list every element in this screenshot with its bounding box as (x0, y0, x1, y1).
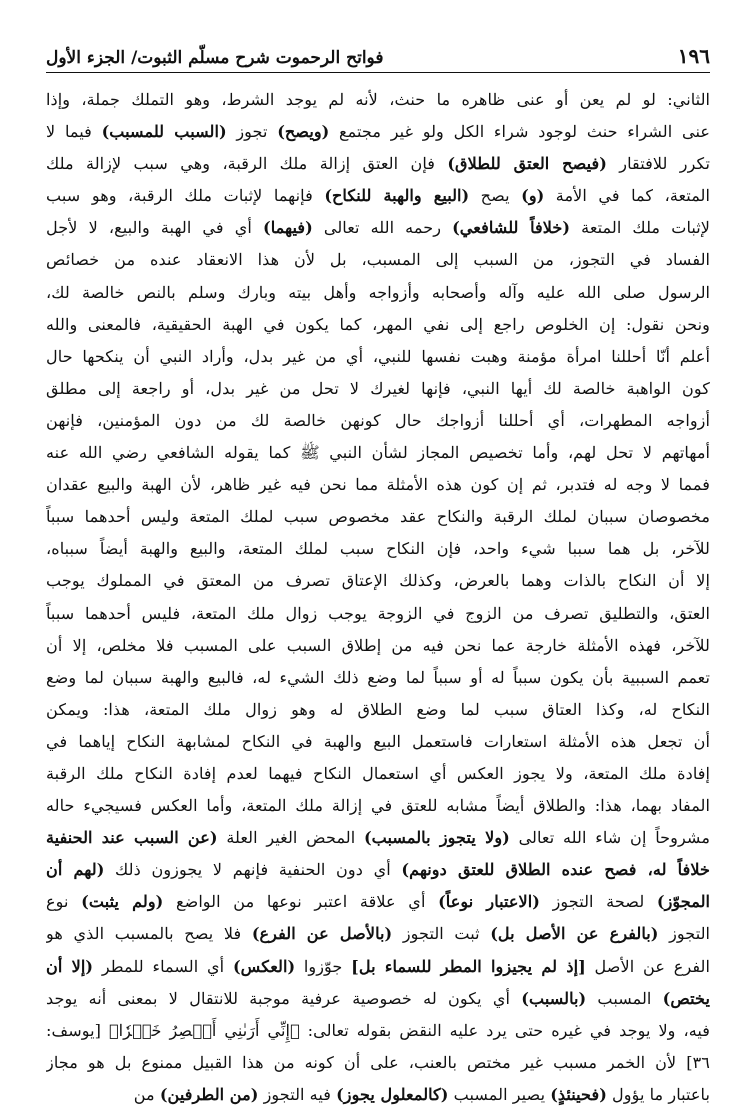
text-segment: تعمم السببية بأن يكون سبباً له أو سبباً لما وضع ذلك الشيء له، فالبيع والهبة سببان لما وضع (46, 667, 710, 687)
text-line (46, 918, 710, 950)
bold-matn-segment: (و) (521, 186, 545, 206)
text-line (46, 244, 710, 276)
bold-matn-segment: (ويصح) (277, 122, 330, 142)
bold-matn-segment: (الاعتبار نوعاً) (438, 892, 540, 912)
text-line (46, 405, 710, 437)
bold-matn-segment: (لهم أن (46, 860, 105, 880)
bold-matn-segment: (ولم يثبت) (81, 892, 164, 912)
text-segment: يصير المسبب (448, 1084, 551, 1104)
text-segment: تجوز (226, 122, 278, 142)
text-segment: ثبت التجوز (392, 924, 491, 944)
text-segment: أن تجعل هذه الأمثلة استعارات فاستعمل البيع والهبة في النكاح لمشابهة النكاح إياهما في (46, 731, 710, 751)
bold-matn-segment: (بالأصل عن الفرع) (251, 924, 393, 944)
text-line (46, 501, 710, 533)
bold-matn-segment: [إذ لم يجيزوا المطر للسماء بل] (351, 956, 586, 976)
text-segment: للآخر، بل هما سببا شيء واحد، فإن النكاح سبب لملك المتعة، والبيع والهبة أيضاً سبباه، (46, 539, 710, 559)
bold-matn-segment: (خلافاً للشافعي) (452, 218, 571, 238)
text-segment: الفرع عن الأصل (585, 956, 710, 976)
text-line (46, 694, 710, 726)
text-segment: أعلم أنّا أحللنا امرأة مؤمنة وهبت نفسها للنبي، أي من غير بدل، وأراد النبي أن ينكحها حال (46, 346, 710, 366)
text-line (46, 469, 710, 501)
text-segment: المتعة، كما في الأمة (544, 186, 710, 206)
text-segment: جوّزوا (295, 956, 352, 976)
text-segment: المحض الغير العلة (217, 828, 364, 848)
header-divider (46, 72, 710, 73)
text-line (46, 886, 710, 918)
text-segment: إلا أن النكاح بالذات وهما بالعرض، وكذلك الإعتاق تصرف من المعتق في المملوك يوجب (46, 571, 710, 591)
bold-matn-segment: (إلا أن (46, 956, 94, 976)
text-line (46, 565, 710, 597)
text-line (46, 662, 710, 694)
text-segment: ونحن نقول: إن الخلوص راجع إلى نفي المهر، كما يكون في الهبة الحقيقية، فالمعنى والله (46, 314, 710, 334)
text-segment: مشروحاً إن شاء الله تعالى (509, 828, 710, 848)
text-line (46, 1047, 710, 1079)
text-segment: تكرر للافتقار (606, 154, 710, 174)
page-header (46, 34, 710, 68)
text-line (46, 598, 710, 630)
text-segment: أزواجه المطهرات، أي أحللنا أزواجك حال كونهن خالصة لك من دون المؤمنين، فإنهن (46, 410, 710, 430)
text-segment: لصحة التجوز (539, 892, 657, 912)
text-line (46, 277, 710, 309)
text-line (46, 790, 710, 822)
bold-matn-segment: (فحينئذٍ) (550, 1084, 607, 1104)
bold-matn-segment: (ولا يتجوز بالمسبب) (363, 828, 510, 848)
text-segment: فيه التجوز (258, 1084, 337, 1104)
bold-matn-segment: يختص) (662, 988, 710, 1008)
bold-matn-segment: (العكس) (232, 956, 296, 976)
body-text (46, 84, 710, 1111)
text-segment: العتق، والتطليق تصرف من الزوج في الزوجة يوجب زوال ملك المتعة، فليس أحدهما سبباً (46, 603, 710, 623)
text-segment: للآخر، فهذه الأمثلة خارجة عما نحن فيه من إطلاق السبب على المسبب فلا مخلص، إلا أن (46, 635, 710, 655)
text-segment: فيما لا (46, 122, 102, 142)
text-segment: التجوز (658, 924, 710, 944)
text-line (46, 212, 710, 244)
text-segment: ٣٦] لأن الخمر مسبب غير مختص بالعنب، على أن كونه من هذا القبيل ممنوع بل هو مجاز (46, 1052, 710, 1072)
bold-matn-segment: (فيهما) (263, 218, 313, 238)
text-line (46, 437, 710, 469)
text-line (46, 180, 710, 212)
text-segment: فمما لا وجه له فتدبر، ثم إن كون هذه الأمثلة مما نحن فيه غير ظاهر، لأن الهبة والبيع عقدان (46, 475, 710, 495)
text-segment: أي في الهبة والبيع، لا لأجل (46, 218, 264, 238)
bold-matn-segment: (كالمعلول يجوز) (336, 1084, 449, 1104)
text-segment: نوع (46, 892, 82, 912)
bold-matn-segment: (البيع والهبة للنكاح) (324, 186, 470, 206)
text-line (46, 148, 710, 180)
bold-matn-segment: (فيصح العتق للطلاق) (447, 154, 607, 174)
text-line (46, 1015, 710, 1047)
text-segment: عنى الشراء حنث لوجود شراء الكل ولو غير مجتمع (329, 122, 710, 142)
text-segment: أي علاقة اعتبر نوعها من الواضع (163, 892, 439, 912)
text-line (46, 822, 710, 854)
running-title: فواتح الرحموت شرح مسلّم الثبوت/ الجزء الأول (46, 48, 384, 68)
text-segment: رحمه الله تعالى (312, 218, 453, 238)
bold-matn-segment: خلافاً له، فصح عنده الطلاق للعتق دونهم) (401, 860, 710, 880)
text-line (46, 726, 710, 758)
text-segment: الفساد في التجوز، من السبب إلى المسبب، بل لأن هذا الانعقاد عنده من خصائص (46, 250, 710, 270)
text-line (46, 373, 710, 405)
text-segment: فلا يصح بالمسبب الذي هو (46, 924, 252, 944)
text-segment: الثاني: لو لم يعن أو عنى ظاهره ما حنث، لأنه لم يوجد الشرط، وهو التملك جملة، وإذا (46, 90, 710, 109)
text-segment: فإنهما لإثبات ملك الرقبة، وهو سبب (46, 186, 325, 206)
text-line (46, 116, 710, 148)
text-line (46, 341, 710, 373)
text-segment: من (133, 1084, 160, 1104)
text-line (46, 758, 710, 790)
text-segment: أمهاتهم لا تحل لهم، وأما تخصيص المجاز لشأن النبي ﷺ كما يقوله الشافعي رضي الله عنه (46, 443, 710, 463)
text-line (46, 630, 710, 662)
bold-matn-segment: (السبب للمسبب) (101, 122, 227, 142)
text-segment: فيه، ولا يوجد في غيره حتى يرد عليه النقض بقوله تعالى: ﴿إِنِّي أَرَىٰنِي أَعۡصِرُ خَمۡرٗا﴾ [يوسف: (46, 1020, 710, 1040)
text-line (46, 309, 710, 341)
text-segment: باعتبار ما يؤول (606, 1084, 710, 1104)
text-segment: النكاح له، وكذا العتاق سبب لما وضع الطلاق له وهو زوال ملك المتعة، هذا: ويمكن (46, 699, 710, 719)
bold-matn-segment: (بالفرع عن الأصل بل) (490, 924, 659, 944)
text-segment: أي دون الحنفية فإنهم لا يجوزون ذلك (104, 860, 402, 880)
text-segment: المسبب (586, 988, 663, 1008)
bold-matn-segment: (من الطرفين) (159, 1084, 259, 1104)
text-line (46, 533, 710, 565)
text-line (46, 84, 710, 116)
text-segment: لإثبات ملك المتعة (570, 218, 710, 238)
text-segment: إفادة ملك المتعة، ولا يجوز العكس أي استعمال النكاح فيهما لعدم إفادة النكاح ملك الرقبة (46, 763, 710, 783)
text-line (46, 951, 710, 983)
text-segment: الرسول صلى الله عليه وآله وأصحابه وأزواجه وأهل بيته وبارك وسلم بالنص خالصة لك، (46, 282, 710, 302)
text-segment: مخصوصان سببان لملك الرقبة والنكاح عقد مخصوص سبب لملك المتعة وليس أحدهما سبباً (46, 507, 710, 527)
bold-matn-segment: المجوّز) (656, 892, 710, 912)
text-segment: أي يكون له خصوصية عرفية موجبة للانتقال لا بمعنى أنه يوجد (46, 988, 522, 1008)
page-number: ١٩٦ (677, 44, 710, 68)
text-line (46, 854, 710, 886)
text-line (46, 983, 710, 1015)
text-segment: المفاد بهما، هذا: والطلاق أيضاً مشابه للعتق في إزالة ملك المتعة، وأما العكس فسيجيء حاله (46, 796, 710, 816)
bold-matn-segment: (بالسبب) (521, 988, 587, 1008)
text-segment: فإن العتق إزالة ملك الرقبة، وهي سبب لإزالة ملك (46, 154, 448, 174)
text-segment: كون الواهبة خالصة لك أيها النبي، فإنها لغيرك لا تحل من غير بدل، أو راجعة إلى مطلق (46, 378, 710, 398)
text-line (46, 1079, 710, 1111)
text-segment: أي السماء للمطر (93, 956, 233, 976)
bold-matn-segment: (عن السبب عند الحنفية (46, 828, 218, 848)
text-segment: يصح (469, 186, 522, 206)
